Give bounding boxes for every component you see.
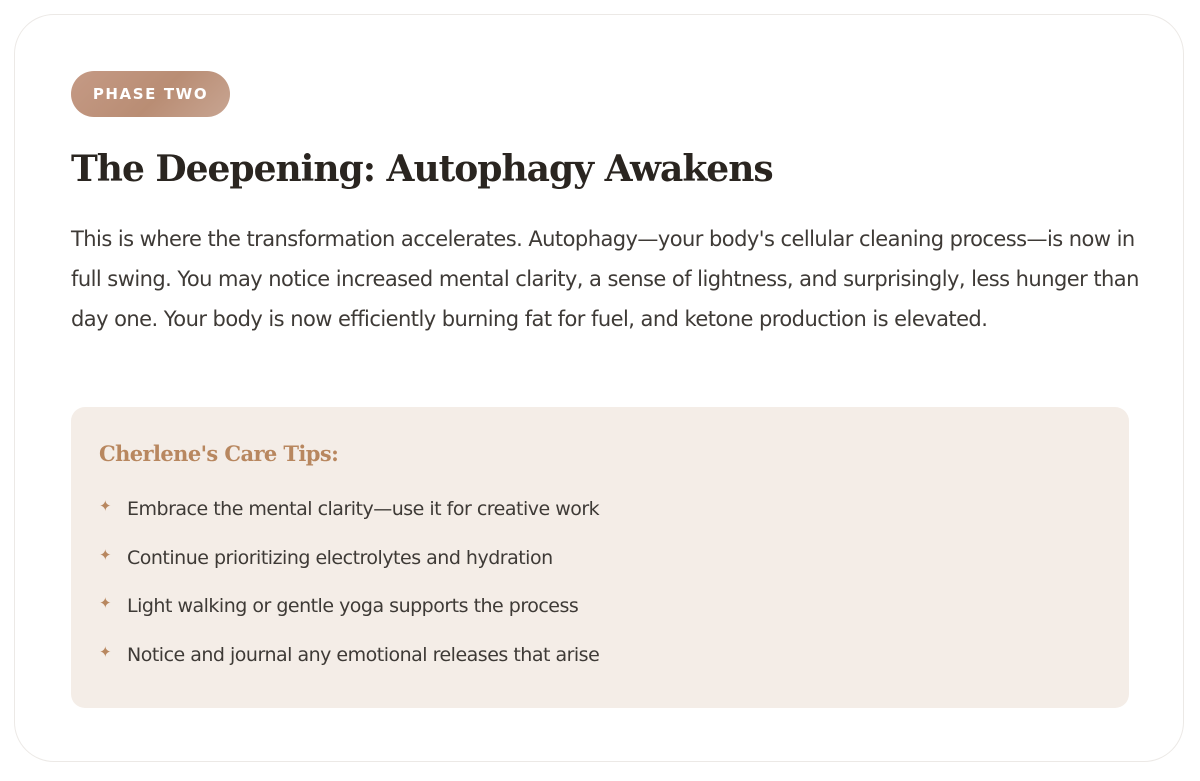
phase-card [14,14,1184,762]
care-tip-text: Embrace the mental clarity—use it for creative work [127,498,600,520]
phase-badge: PHASE TWO [71,71,230,117]
phase-description: This is where the transformation accelerates. Autophagy—your body's cellular cleaning process—is now in full swing. You may notice increased mental clarity, a sense of lightness, and surprisingly, less hunger than day one. Your body is now efficiently burning fat for fuel, and ketone production is elevated. [71,227,1139,331]
sparkle-icon: ✦ [99,642,112,661]
sparkle-icon: ✦ [99,594,112,612]
care-tips-list [99,495,599,689]
care-tips-box [71,407,1129,708]
care-tips-title: Cherlene's Care Tips: [99,441,339,466]
care-tip-text: Notice and journal any emotional releases that arise [127,643,600,666]
care-tip-text: Light walking or gentle yoga supports the process [127,595,579,617]
sparkle-icon: ✦ [99,497,112,515]
care-tip-item [99,592,599,641]
care-tip-text: Continue prioritizing electrolytes and hydration [127,546,553,569]
care-tip-item [99,495,599,544]
care-tip-item [99,544,599,593]
care-tip-item [99,641,599,690]
phase-title: The Deepening: Autophagy Awakens [71,148,773,190]
sparkle-icon: ✦ [99,545,112,564]
